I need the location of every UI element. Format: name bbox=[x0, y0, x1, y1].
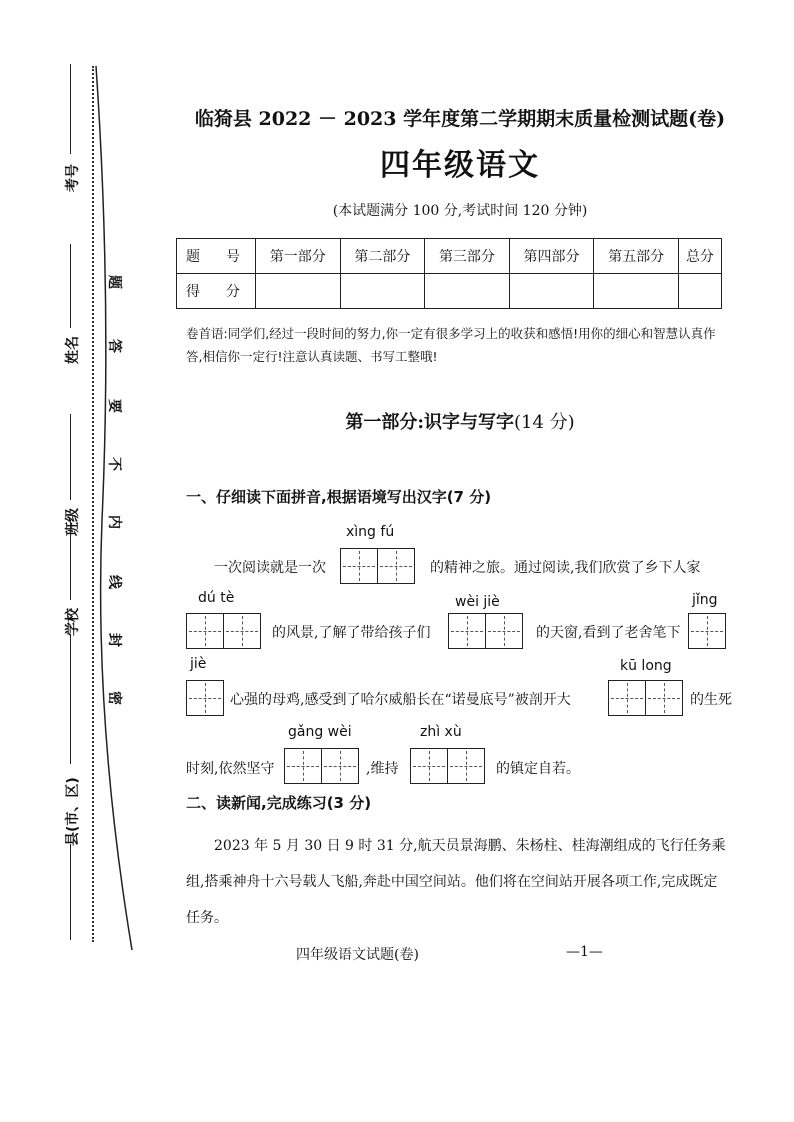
part1-score: (14 分) bbox=[513, 412, 575, 433]
pinyin: kū long bbox=[620, 658, 672, 674]
char-box[interactable] bbox=[645, 680, 683, 716]
binding-border-curve bbox=[0, 0, 160, 1000]
q1-text: 的镇定自若。 bbox=[496, 761, 580, 777]
answer-boxes-weijie[interactable] bbox=[448, 613, 523, 649]
char-box[interactable] bbox=[186, 680, 224, 716]
score-input-cell[interactable] bbox=[594, 274, 679, 309]
char-box[interactable] bbox=[186, 613, 224, 649]
answer-boxes-jie[interactable] bbox=[186, 680, 224, 716]
char-box[interactable] bbox=[608, 680, 646, 716]
answer-boxes-jing[interactable] bbox=[688, 613, 726, 649]
pinyin: jiè bbox=[190, 656, 207, 672]
pinyin: xìng fú bbox=[346, 524, 395, 540]
table-cell: 题 号 bbox=[177, 239, 256, 274]
answer-boxes-zhixu[interactable] bbox=[410, 748, 485, 784]
county-label: 县(市、区) bbox=[65, 777, 81, 846]
footer-page-number: —1— bbox=[566, 944, 603, 960]
seal-char: 题 bbox=[106, 275, 122, 289]
school-line-bottom bbox=[70, 634, 71, 764]
part1-title bbox=[180, 408, 740, 434]
name-line bbox=[70, 244, 71, 328]
class-label: 班级 bbox=[65, 508, 81, 536]
exam-note: (本试题满分 100 分,考试时间 120 分钟) bbox=[332, 203, 588, 219]
char-box[interactable] bbox=[321, 748, 359, 784]
exam-number-label: 考号 bbox=[65, 164, 81, 192]
q1-text: 一次阅读就是一次 bbox=[214, 560, 326, 576]
seal-char: 答 bbox=[106, 339, 122, 353]
char-box[interactable] bbox=[485, 613, 523, 649]
school-line-top bbox=[70, 520, 71, 600]
q1-heading: 一、仔细读下面拼音,根据语境写出汉字(7 分) bbox=[186, 488, 492, 506]
table-cell: 得 分 bbox=[177, 274, 256, 309]
seal-char: 线 bbox=[106, 575, 122, 589]
char-box[interactable] bbox=[340, 548, 378, 584]
county-line bbox=[70, 844, 71, 940]
char-box[interactable] bbox=[448, 613, 486, 649]
table-cell: 第四部分 bbox=[509, 239, 594, 274]
score-input-cell[interactable] bbox=[509, 274, 594, 309]
table-cell: 第一部分 bbox=[256, 239, 341, 274]
seal-char: 封 bbox=[106, 633, 122, 647]
char-box[interactable] bbox=[223, 613, 261, 649]
pinyin: jǐng bbox=[692, 592, 718, 608]
part1-title-text: 第一部分:识字与写字 bbox=[345, 412, 514, 433]
subject-title: 四年级语文 bbox=[380, 148, 540, 183]
score-input-cell[interactable] bbox=[425, 274, 510, 309]
char-box[interactable] bbox=[284, 748, 322, 784]
binding-dotted-line bbox=[92, 66, 94, 942]
table-cell: 总分 bbox=[678, 239, 721, 274]
pinyin: zhì xù bbox=[420, 724, 462, 740]
seal-char: 内 bbox=[106, 515, 122, 529]
char-box[interactable] bbox=[377, 548, 415, 584]
answer-boxes-xingfu[interactable] bbox=[340, 548, 415, 584]
table-cell: 第五部分 bbox=[594, 239, 679, 274]
char-box[interactable] bbox=[688, 613, 726, 649]
table-cell: 第三部分 bbox=[425, 239, 510, 274]
q1-text: 心强的母鸡,感受到了哈尔威船长在“诺曼底号”被剖开大 bbox=[230, 692, 571, 708]
score-table-score-row bbox=[177, 274, 722, 309]
seal-char: 不 bbox=[106, 457, 122, 471]
score-input-cell[interactable] bbox=[340, 274, 425, 309]
q2-news-paragraph: 2023 年 5 月 30 日 9 时 31 分,航天员景海鹏、朱杨柱、桂海潮组成的飞行任务乘组,搭乘神舟十六号载人飞船,奔赴中国空间站。他们将在空间站开展各项工作,完成既定任务。 bbox=[186, 838, 726, 926]
score-input-cell[interactable] bbox=[678, 274, 721, 309]
q1-text: ,维持 bbox=[366, 761, 399, 777]
preface: 卷首语:同学们,经过一段时间的努力,你一定有很多学习上的收获和感悟!用你的细心和智慧认真作答,相信你一定行!注意认真读题、书写工整哦! bbox=[186, 326, 716, 364]
q1-text: 时刻,依然坚守 bbox=[186, 761, 275, 777]
pinyin: gǎng wèi bbox=[288, 724, 352, 740]
exam-number-line bbox=[70, 64, 71, 154]
seal-char: 密 bbox=[106, 691, 122, 705]
pinyin: wèi jiè bbox=[455, 594, 500, 610]
score-table bbox=[176, 238, 722, 309]
name-label: 姓名 bbox=[65, 336, 81, 364]
q1-text: 的风景,了解了带给孩子们 bbox=[272, 625, 431, 641]
class-line bbox=[70, 414, 71, 500]
char-box[interactable] bbox=[410, 748, 448, 784]
answer-boxes-gangwei[interactable] bbox=[284, 748, 359, 784]
char-box[interactable] bbox=[447, 748, 485, 784]
q1-text: 的生死 bbox=[690, 692, 732, 708]
q1-text: 的天窗,看到了老舍笔下 bbox=[536, 625, 681, 641]
q2-heading: 二、读新闻,完成练习(3 分) bbox=[186, 794, 372, 812]
answer-boxes-kulong[interactable] bbox=[608, 680, 683, 716]
footer-title: 四年级语文试题(卷) bbox=[296, 947, 419, 963]
pinyin: dú tè bbox=[198, 590, 235, 606]
score-input-cell[interactable] bbox=[256, 274, 341, 309]
school-label: 学校 bbox=[65, 608, 81, 636]
score-table-header-row bbox=[177, 239, 722, 274]
exam-title: 临猗县 2022 － 2023 学年度第二学期期末质量检测试题(卷) bbox=[194, 108, 726, 130]
answer-boxes-dute[interactable] bbox=[186, 613, 261, 649]
seal-char: 要 bbox=[106, 399, 122, 413]
table-cell: 第二部分 bbox=[340, 239, 425, 274]
q1-text: 的精神之旅。通过阅读,我们欣赏了乡下人家 bbox=[430, 560, 701, 576]
